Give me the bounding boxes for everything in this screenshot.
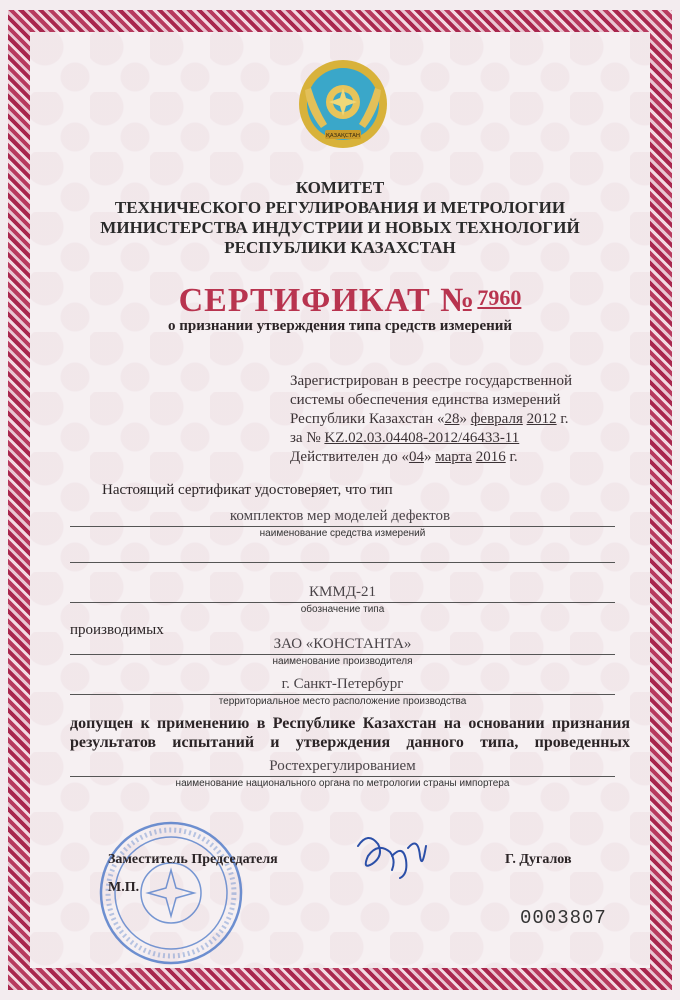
location-caption: территориальное место расположение производства	[218, 696, 467, 707]
approval-line-2: результатов испытаний и утверждения данного типа, проведенных	[70, 734, 630, 751]
registration-line-1: Зарегистрирован в реестре государственной	[290, 373, 572, 389]
reg-text: Действителен до «	[290, 449, 409, 465]
underline	[70, 654, 615, 655]
authority: Ростехрегулированием	[269, 758, 416, 774]
valid-day: 04	[408, 449, 424, 465]
registration-line-3	[290, 410, 630, 429]
underline	[70, 602, 615, 603]
certificate-number: 7960	[477, 285, 522, 310]
manufacturer-caption: наименование производителя	[272, 656, 413, 667]
underline	[70, 526, 615, 527]
validity-line	[290, 448, 630, 467]
registration-block	[290, 372, 630, 467]
reg-text: »	[423, 449, 436, 465]
committee-line-1: КОМИТЕТ	[295, 178, 385, 197]
approval-line-1: допущен к применению в Республике Казахстан на основании признания	[70, 715, 630, 732]
committee-line-4: РЕСПУБЛИКИ КАЗАХСТАН	[224, 238, 456, 257]
underline	[70, 776, 615, 777]
committee-line-2: ТЕХНИЧЕСКОГО РЕГУЛИРОВАНИЯ И МЕТРОЛОГИИ	[114, 198, 566, 217]
type-designation: КММД-21	[309, 584, 376, 600]
reg-day: 28	[444, 411, 460, 427]
seal-mark: М.П.	[108, 880, 140, 895]
registration-line-4	[290, 429, 630, 448]
valid-month: марта	[435, 449, 472, 465]
reg-number: KZ.02.03.04408-2012/46433-11	[324, 430, 520, 446]
handwritten-signature	[348, 826, 438, 886]
reg-text: Республики Казахстан «	[290, 411, 445, 427]
committee-line-3: МИНИСТЕРСТВА ИНДУСТРИИ И НОВЫХ ТЕХНОЛОГИЙ	[100, 218, 580, 237]
authority-caption: наименование национального органа по метрологии страны импортера	[175, 778, 510, 789]
signatory-position: Заместитель Председателя	[108, 852, 278, 867]
location: г. Санкт-Петербург	[281, 676, 404, 692]
instrument-name: комплектов мер моделей дефектов	[229, 508, 451, 524]
certificate-title-row	[140, 282, 560, 320]
certificate-title: СЕРТИФИКАТ №	[178, 282, 476, 319]
reg-month: февраля	[470, 411, 523, 427]
underline	[70, 694, 615, 695]
produced-label: производимых	[70, 622, 164, 638]
type-caption: обозначение типа	[300, 604, 385, 615]
certificate-subtitle: о признании утверждения типа средств измерений	[167, 318, 513, 334]
registration-line-2: системы обеспечения единства измерений	[290, 392, 561, 408]
valid-year: 2016	[475, 449, 506, 465]
reg-text: »	[459, 411, 471, 427]
emblem-text: ҚАЗАҚСТАН	[326, 133, 360, 139]
underline	[70, 562, 615, 563]
reg-text: за №	[290, 430, 325, 446]
serial-number: 0003807	[520, 907, 607, 929]
reg-year: 2012	[526, 411, 557, 427]
reg-text: г.	[556, 411, 569, 427]
intro-text: Настоящий сертификат удостоверяет, что тип	[102, 482, 393, 498]
reg-text: г.	[505, 449, 518, 465]
manufacturer: ЗАО «КОНСТАНТА»	[273, 636, 412, 652]
instrument-caption: наименование средства измерений	[259, 528, 426, 539]
kazakhstan-emblem-icon	[297, 58, 389, 150]
signatory-name: Г. Дугалов	[505, 852, 572, 867]
